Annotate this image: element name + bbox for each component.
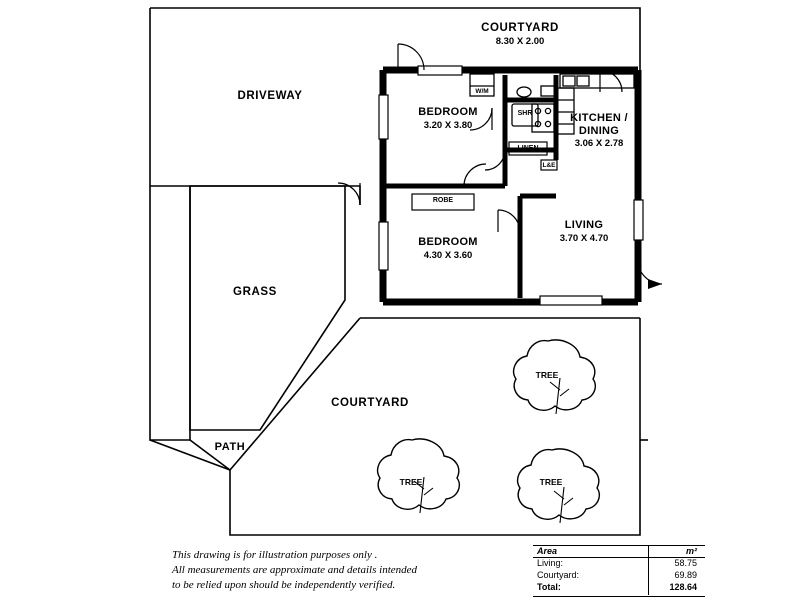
area-table-header-row (533, 545, 705, 557)
label-kitchen-dining-line2: DINING (578, 125, 620, 137)
label-tree-2: TREE (399, 477, 423, 487)
label-path: PATH (214, 441, 246, 453)
label-linen: LINEN (517, 145, 539, 152)
area-table-row-living (533, 557, 705, 569)
label-robe: ROBE (432, 197, 454, 204)
area-row-label-courtyard: Courtyard: (537, 570, 580, 580)
area-table-header-label: Area (537, 546, 558, 556)
label-living-dim: 3.70 X 4.70 (559, 233, 609, 244)
area-row-value-living: 58.75 (674, 558, 697, 568)
area-row-label-total: Total: (537, 582, 561, 592)
area-table-row-courtyard (533, 569, 705, 581)
label-tree-3: TREE (539, 477, 563, 487)
area-summary-table (533, 545, 705, 593)
tree-shapes (378, 340, 600, 523)
label-lge: L&E (542, 162, 556, 169)
label-shower: SHR (517, 110, 533, 117)
disclaimer-text (172, 548, 417, 593)
label-bedroom-2-dim: 4.30 X 3.60 (423, 250, 473, 261)
area-row-value-courtyard: 69.89 (674, 570, 697, 580)
label-bedroom-2: BEDROOM (418, 236, 478, 248)
disclaimer-line-1: This drawing is for illustration purposes only . (172, 549, 378, 561)
label-kitchen-dining-line1: KITCHEN / (570, 112, 628, 124)
area-table-header-unit: m² (686, 546, 697, 556)
area-row-value-total: 128.64 (669, 582, 697, 592)
label-grass: GRASS (233, 286, 277, 298)
label-bedroom-1-dim: 3.20 X 3.80 (423, 120, 473, 131)
label-tree-1: TREE (535, 370, 559, 380)
label-courtyard-top-dim: 8.30 X 2.00 (495, 36, 545, 47)
label-kitchen-dining-dim: 3.06 X 2.78 (574, 138, 624, 149)
label-driveway: DRIVEWAY (237, 90, 303, 102)
label-washing-machine: W/M (475, 88, 489, 95)
label-courtyard-bottom: COURTYARD (331, 397, 409, 409)
label-courtyard-top: COURTYARD (481, 22, 559, 34)
label-living: LIVING (564, 219, 604, 231)
area-row-label-living: Living: (537, 558, 564, 568)
disclaimer-line-2: All measurements are approximate and details intended (172, 563, 418, 576)
area-table-row-total (533, 581, 705, 593)
label-bedroom-1: BEDROOM (418, 106, 478, 118)
disclaimer-line-3: to be relied upon should be independently verified. (172, 578, 396, 591)
